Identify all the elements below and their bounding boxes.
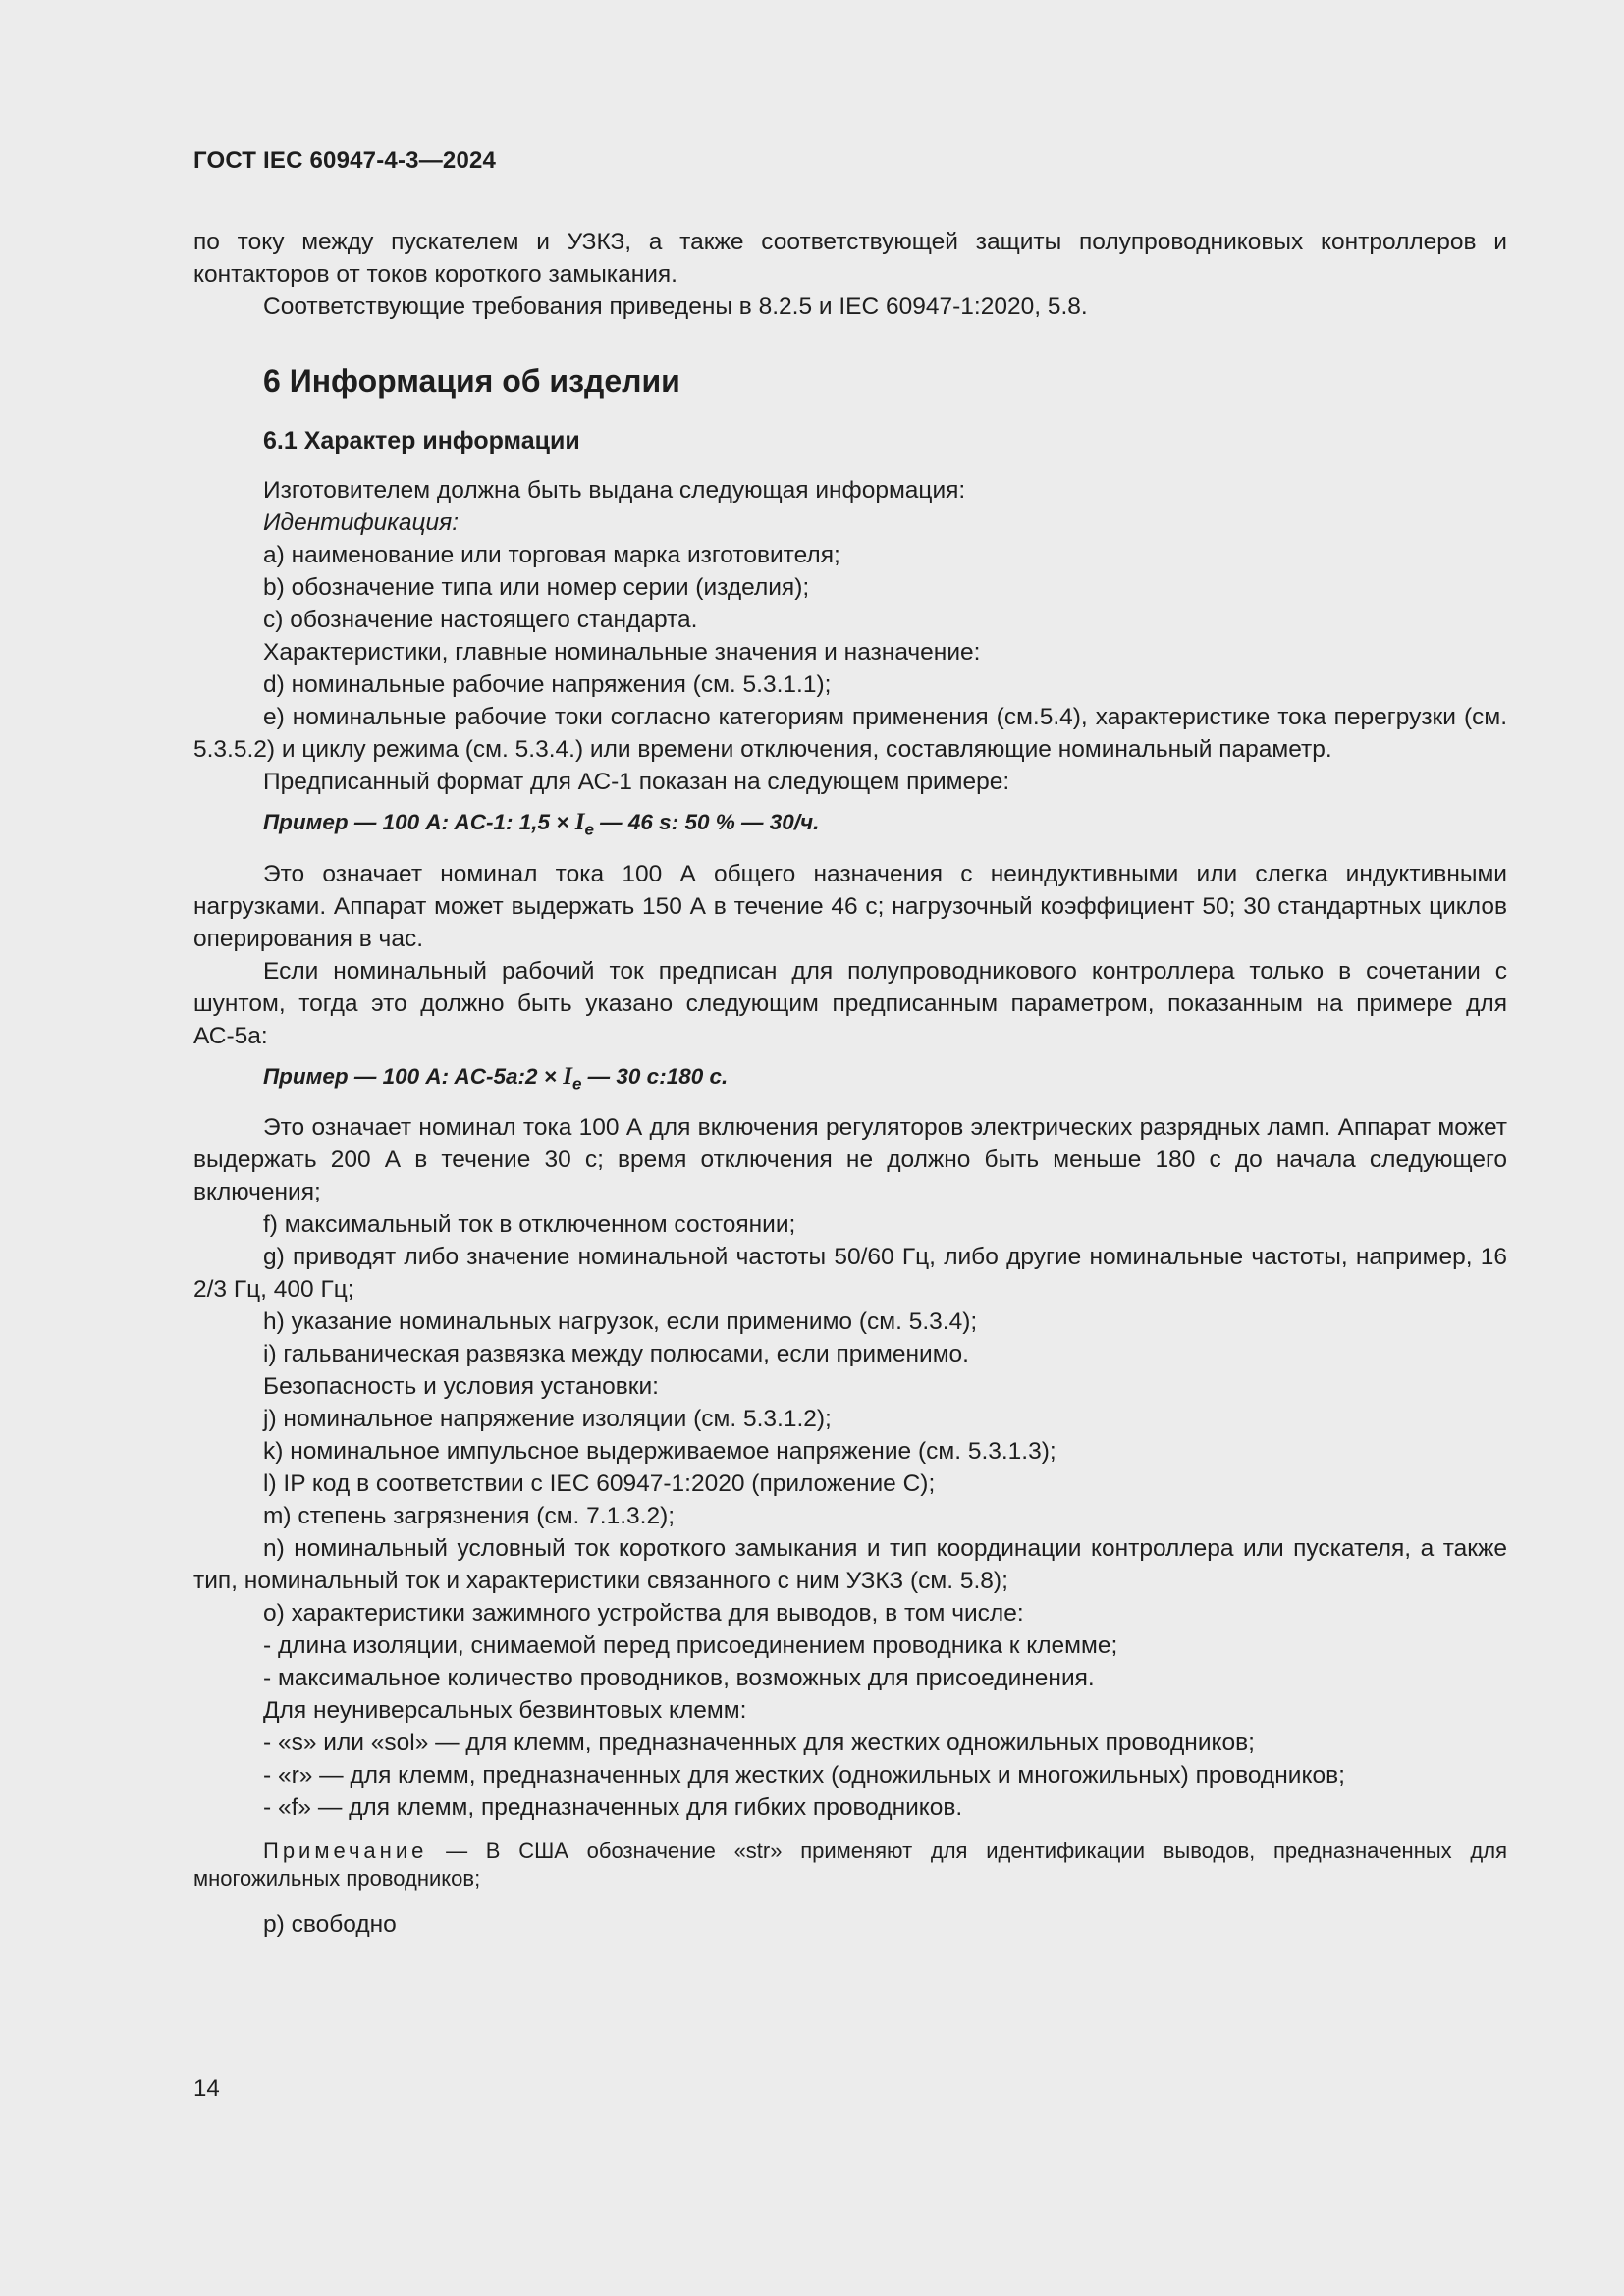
list-item: k) номинальное импульсное выдерживаемое напряжение (см. 5.3.1.3); <box>263 1438 1056 1465</box>
list-item: a) наименование или торговая марка изготовителя; <box>263 542 840 568</box>
note-label: Примечание <box>263 1839 428 1863</box>
paragraph: по току между пускателем и УЗКЗ, а также соответствующей защиты полупроводниковых контроллеров и контакторов от токов короткого замыкания. <box>193 229 1507 288</box>
example-text: — 30 c:180 c. <box>581 1063 729 1089</box>
list-item: - «f» — для клемм, предназначенных для гибких проводников. <box>263 1794 963 1821</box>
example-1 <box>193 806 1507 846</box>
current-subscript: e <box>571 1074 582 1093</box>
list-item: d) номинальные рабочие напряжения (см. 5.3.1.1); <box>263 671 832 698</box>
current-symbol: I <box>563 1062 572 1090</box>
paragraph: Если номинальный рабочий ток предписан для полупроводникового контроллера только в сочетании с шунтом, тогда это должно быть указано следующим предписанным параметром, показанным на примере для АС-5а: <box>193 957 1507 1049</box>
note-text: — В США обозначение «str» применяют для идентификации выводов, предназначенных для многожильных проводников; <box>193 1839 1507 1891</box>
paragraph: Соответствующие требования приведены в 8.2.5 и IEC 60947-1:2020, 5.8. <box>263 294 1088 320</box>
paragraph: Предписанный формат для АС-1 показан на следующем примере: <box>263 769 1010 795</box>
list-item: c) обозначение настоящего стандарта. <box>263 607 698 633</box>
list-item: g) приводят либо значение номинальной частоты 50/60 Гц, либо другие номинальные частоты, например, 16 2/3 Гц, 400 Гц; <box>193 1244 1507 1303</box>
list-item: j) номинальное напряжение изоляции (см. 5.3.1.2); <box>263 1406 832 1432</box>
list-item: - длина изоляции, снимаемой перед присоединением проводника к клемме; <box>263 1632 1118 1659</box>
list-item: l) IP код в соответствии с IEC 60947-1:2020 (приложение С); <box>263 1470 936 1497</box>
example-text: Пример — 100 A: AC-5a:2 × <box>263 1063 564 1089</box>
list-item: o) характеристики зажимного устройства для выводов, в том числе: <box>263 1600 1024 1627</box>
list-item: - «r» — для клемм, предназначенных для жестких (одножильных и многожильных) проводников; <box>263 1762 1345 1789</box>
list-item: f) максимальный ток в отключенном состоянии; <box>263 1211 796 1238</box>
paragraph: Это означает номинал тока 100 А общего назначения с неиндуктивными или слегка индуктивными нагрузками. Аппарат может выдержать 150 А в течение 46 с; нагрузочный коэффициент 50; 30 стандартных циклов оперирования в час. <box>193 860 1507 952</box>
list-item: h) указание номинальных нагрузок, если применимо (см. 5.3.4); <box>263 1308 978 1335</box>
note <box>193 1838 1507 1893</box>
paragraph: Для неуниверсальных безвинтовых клемм: <box>263 1697 747 1724</box>
current-subscript: e <box>584 820 594 839</box>
example-2 <box>193 1060 1507 1100</box>
list-item: e) номинальные рабочие токи согласно категориям применения (см.5.4), характеристике тока перегрузки (см. 5.3.5.2) и циклу режима (см. 5.3.4.) или времени отключения, составляющие номинальный параметр. <box>193 704 1507 763</box>
list-item: b) обозначение типа или номер серии (изделия); <box>263 574 810 601</box>
section-heading: 6 Информация об изделии <box>263 363 680 399</box>
document-body <box>193 226 1507 1941</box>
page-number: 14 <box>193 2075 220 2102</box>
list-item: n) номинальный условный ток короткого замыкания и тип координации контроллера или пускателя, а также тип, номинальный ток и характеристики связанного с ним УЗКЗ (см. 5.8); <box>193 1535 1507 1594</box>
example-text: Пример — 100 A: AC-1: 1,5 × <box>263 810 575 834</box>
identification-label: Идентификация: <box>263 509 460 536</box>
list-item: p) свободно <box>263 1911 397 1938</box>
example-text: — 46 s: 50 % — 30/ч. <box>593 810 820 834</box>
document-header: ГОСТ IEC 60947-4-3—2024 <box>193 147 497 174</box>
list-item: - максимальное количество проводников, возможных для присоединения. <box>263 1665 1095 1691</box>
paragraph: Характеристики, главные номинальные значения и назначение: <box>263 639 981 666</box>
list-item: - «s» или «sol» — для клемм, предназначенных для жестких одножильных проводников; <box>263 1730 1255 1756</box>
current-symbol: I <box>574 809 585 835</box>
list-item: i) гальваническая развязка между полюсами, если применимо. <box>263 1341 969 1367</box>
subsection-heading: 6.1 Характер информации <box>263 427 580 454</box>
paragraph: Безопасность и условия установки: <box>263 1373 659 1400</box>
paragraph: Изготовителем должна быть выдана следующая информация: <box>263 477 966 504</box>
list-item: m) степень загрязнения (см. 7.1.3.2); <box>263 1503 676 1529</box>
paragraph: Это означает номинал тока 100 А для включения регуляторов электрических разрядных ламп. Аппарат может выдержать 200 А в течение 30 с; время отключения не должно быть меньше 180 с до начала следующего включения; <box>193 1114 1507 1205</box>
